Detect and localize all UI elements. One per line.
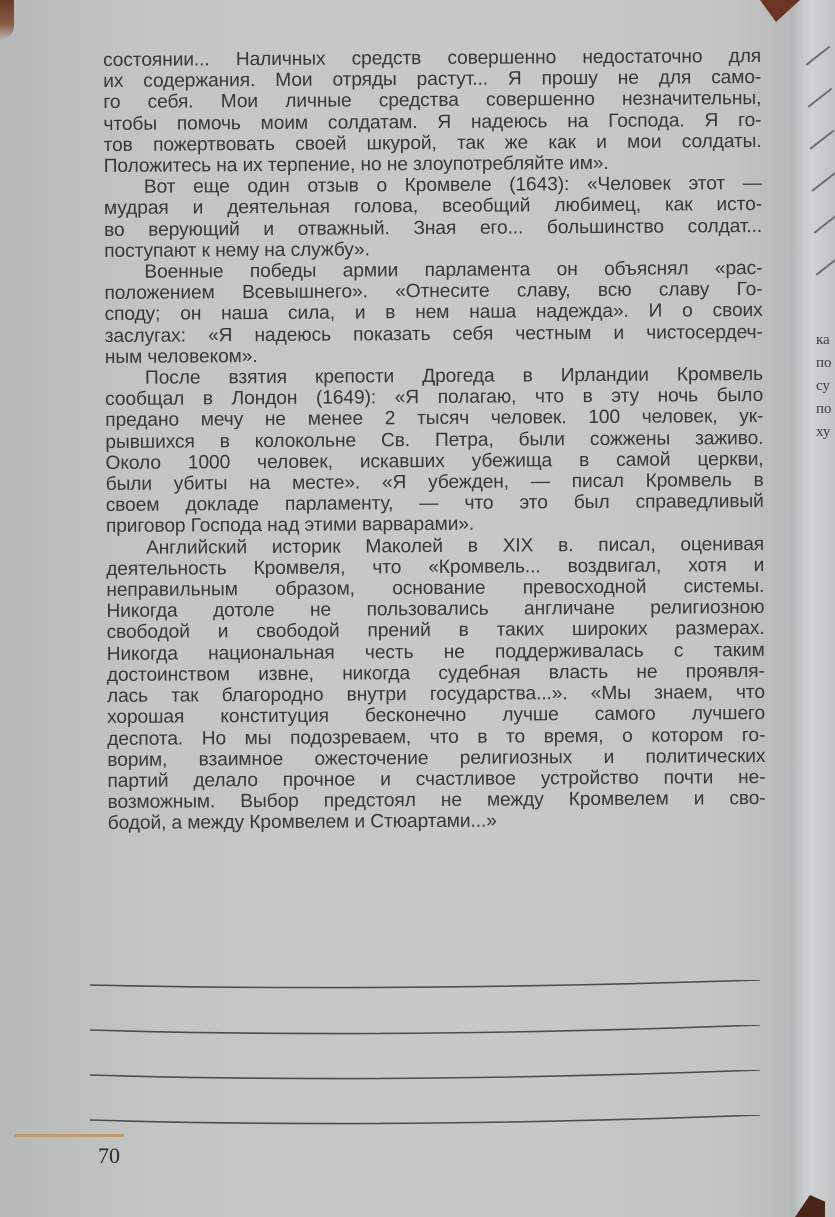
text-line: Военные победы армии парламента он объяснял «рас- bbox=[144, 258, 763, 283]
text-line: бодой, а между Кромвелем и Стюартами...» bbox=[107, 810, 497, 835]
text-line: своем докладе парламенту, — что это был справедливый bbox=[105, 491, 764, 517]
text-line: Положитесь на их терпение, но не злоупотребляйте им». bbox=[103, 152, 609, 178]
text-line: состоянии... Наличных средств совершенно недостаточно для bbox=[103, 45, 762, 71]
text-line: заслугах: «Я надеюсь показать себя честным и чистосердеч- bbox=[104, 321, 763, 347]
text-line: сообщал в Лондон (1649): «Я полагаю, что в эту ночь было bbox=[105, 385, 764, 411]
text-line: были убиты на месте». «Я убежден, — писал Кромвель в bbox=[105, 470, 764, 496]
answer-line-3[interactable] bbox=[90, 1070, 760, 1115]
text-line: ным человеком». bbox=[104, 345, 258, 368]
text-line: споду; он наша сила, и в нем наша надежда». И о своих bbox=[104, 300, 763, 326]
text-line: лась так благородно внутри государства...». «Мы знаем, что bbox=[106, 682, 766, 708]
text-line: деятельность Кромвеля, что «Кромвель... воздвигал, хотя и bbox=[106, 554, 765, 580]
paragraph-3 bbox=[104, 258, 763, 368]
answer-line-1[interactable] bbox=[90, 980, 760, 1025]
next-page-text-line-4: по bbox=[816, 401, 832, 417]
book-cover-corner bbox=[0, 0, 14, 40]
next-page-text-line-2: по bbox=[816, 355, 832, 371]
paragraph-2 bbox=[104, 173, 763, 262]
text-line: свободой и свободой прений в таких широких размерах. bbox=[106, 618, 765, 644]
paragraph-1 bbox=[103, 46, 762, 177]
text-line: Около 1000 человек, искавших убежища в самой церкви, bbox=[105, 448, 764, 474]
page-number: 70 bbox=[98, 1143, 120, 1168]
text-line: го себя. Мои личные средства совершенно незначительны, bbox=[103, 88, 762, 114]
text-line: их содержания. Мои отряды растут... Я прошу не для само- bbox=[103, 67, 762, 93]
text-line: предано мечу не менее 2 тысяч человек. 100 человек, ук- bbox=[105, 406, 764, 432]
text-line: ворим, взаимное ожесточение религиозных и политических bbox=[107, 745, 766, 771]
answer-line-2[interactable] bbox=[90, 1025, 760, 1070]
book-spine bbox=[790, 0, 835, 1217]
body-text bbox=[103, 46, 766, 835]
text-line: хорошая конституция бесконечно лучше самого лучшего bbox=[107, 703, 766, 729]
text-line: Никогда национальная честь не поддерживалась с таким bbox=[106, 639, 765, 665]
text-line: приговор Господа над этими варварами». bbox=[105, 514, 475, 538]
text-line: достоинством извне, никогда судебная власть не проявля- bbox=[106, 660, 765, 686]
text-line: партий делало прочное и счастливое устройство почти не- bbox=[107, 766, 766, 792]
text-line: поступают к нему на службу». bbox=[104, 239, 370, 262]
text-line: мудрая и деятельная голова, всеобщий любимец, как исто- bbox=[103, 194, 763, 220]
text-line: неправильным образом, основание превосходной системы. bbox=[106, 576, 765, 602]
text-line: во верующий и отважный. Зная его... большинство солдат... bbox=[104, 215, 763, 241]
paragraph-4 bbox=[105, 364, 764, 538]
text-line: Вот еще один отзыв о Кромвеле (1643): «Человек этот — bbox=[143, 173, 762, 198]
text-line: Никогда дотоле не пользовались англичане религиозною bbox=[106, 597, 765, 623]
next-page-text-line-3: су bbox=[816, 378, 830, 394]
text-line: возможным. Выбор предстоял не между Кромвелем и сво- bbox=[107, 788, 766, 814]
answer-line-4[interactable] bbox=[90, 1115, 760, 1160]
next-page-text-line-5: ху bbox=[816, 424, 831, 440]
text-line: рывшихся в колокольне Св. Петра, были сожжены заживо. bbox=[105, 427, 764, 453]
text-line: После взятия крепости Дрогеда в Ирландии Кромвель bbox=[144, 364, 764, 389]
next-page-text-line-1: ка bbox=[816, 332, 830, 348]
paragraph-5 bbox=[106, 534, 766, 835]
page-accent-rule bbox=[14, 1134, 124, 1137]
text-line: тов пожертвовать своей шкурой, так же как и мои солдаты. bbox=[103, 130, 762, 156]
text-line: чтобы помочь моим солдатам. Я надеюсь на Господа. Я го- bbox=[103, 109, 762, 135]
text-line: положением Всевышнего». «Отнесите славу, всю славу Го- bbox=[104, 279, 763, 305]
text-line: Английский историк Маколей в XIX в. писал, оценивая bbox=[145, 533, 765, 559]
answer-lines-area bbox=[90, 980, 760, 1160]
text-line: деспота. Но мы подозреваем, что в то время, о котором го- bbox=[107, 724, 766, 750]
